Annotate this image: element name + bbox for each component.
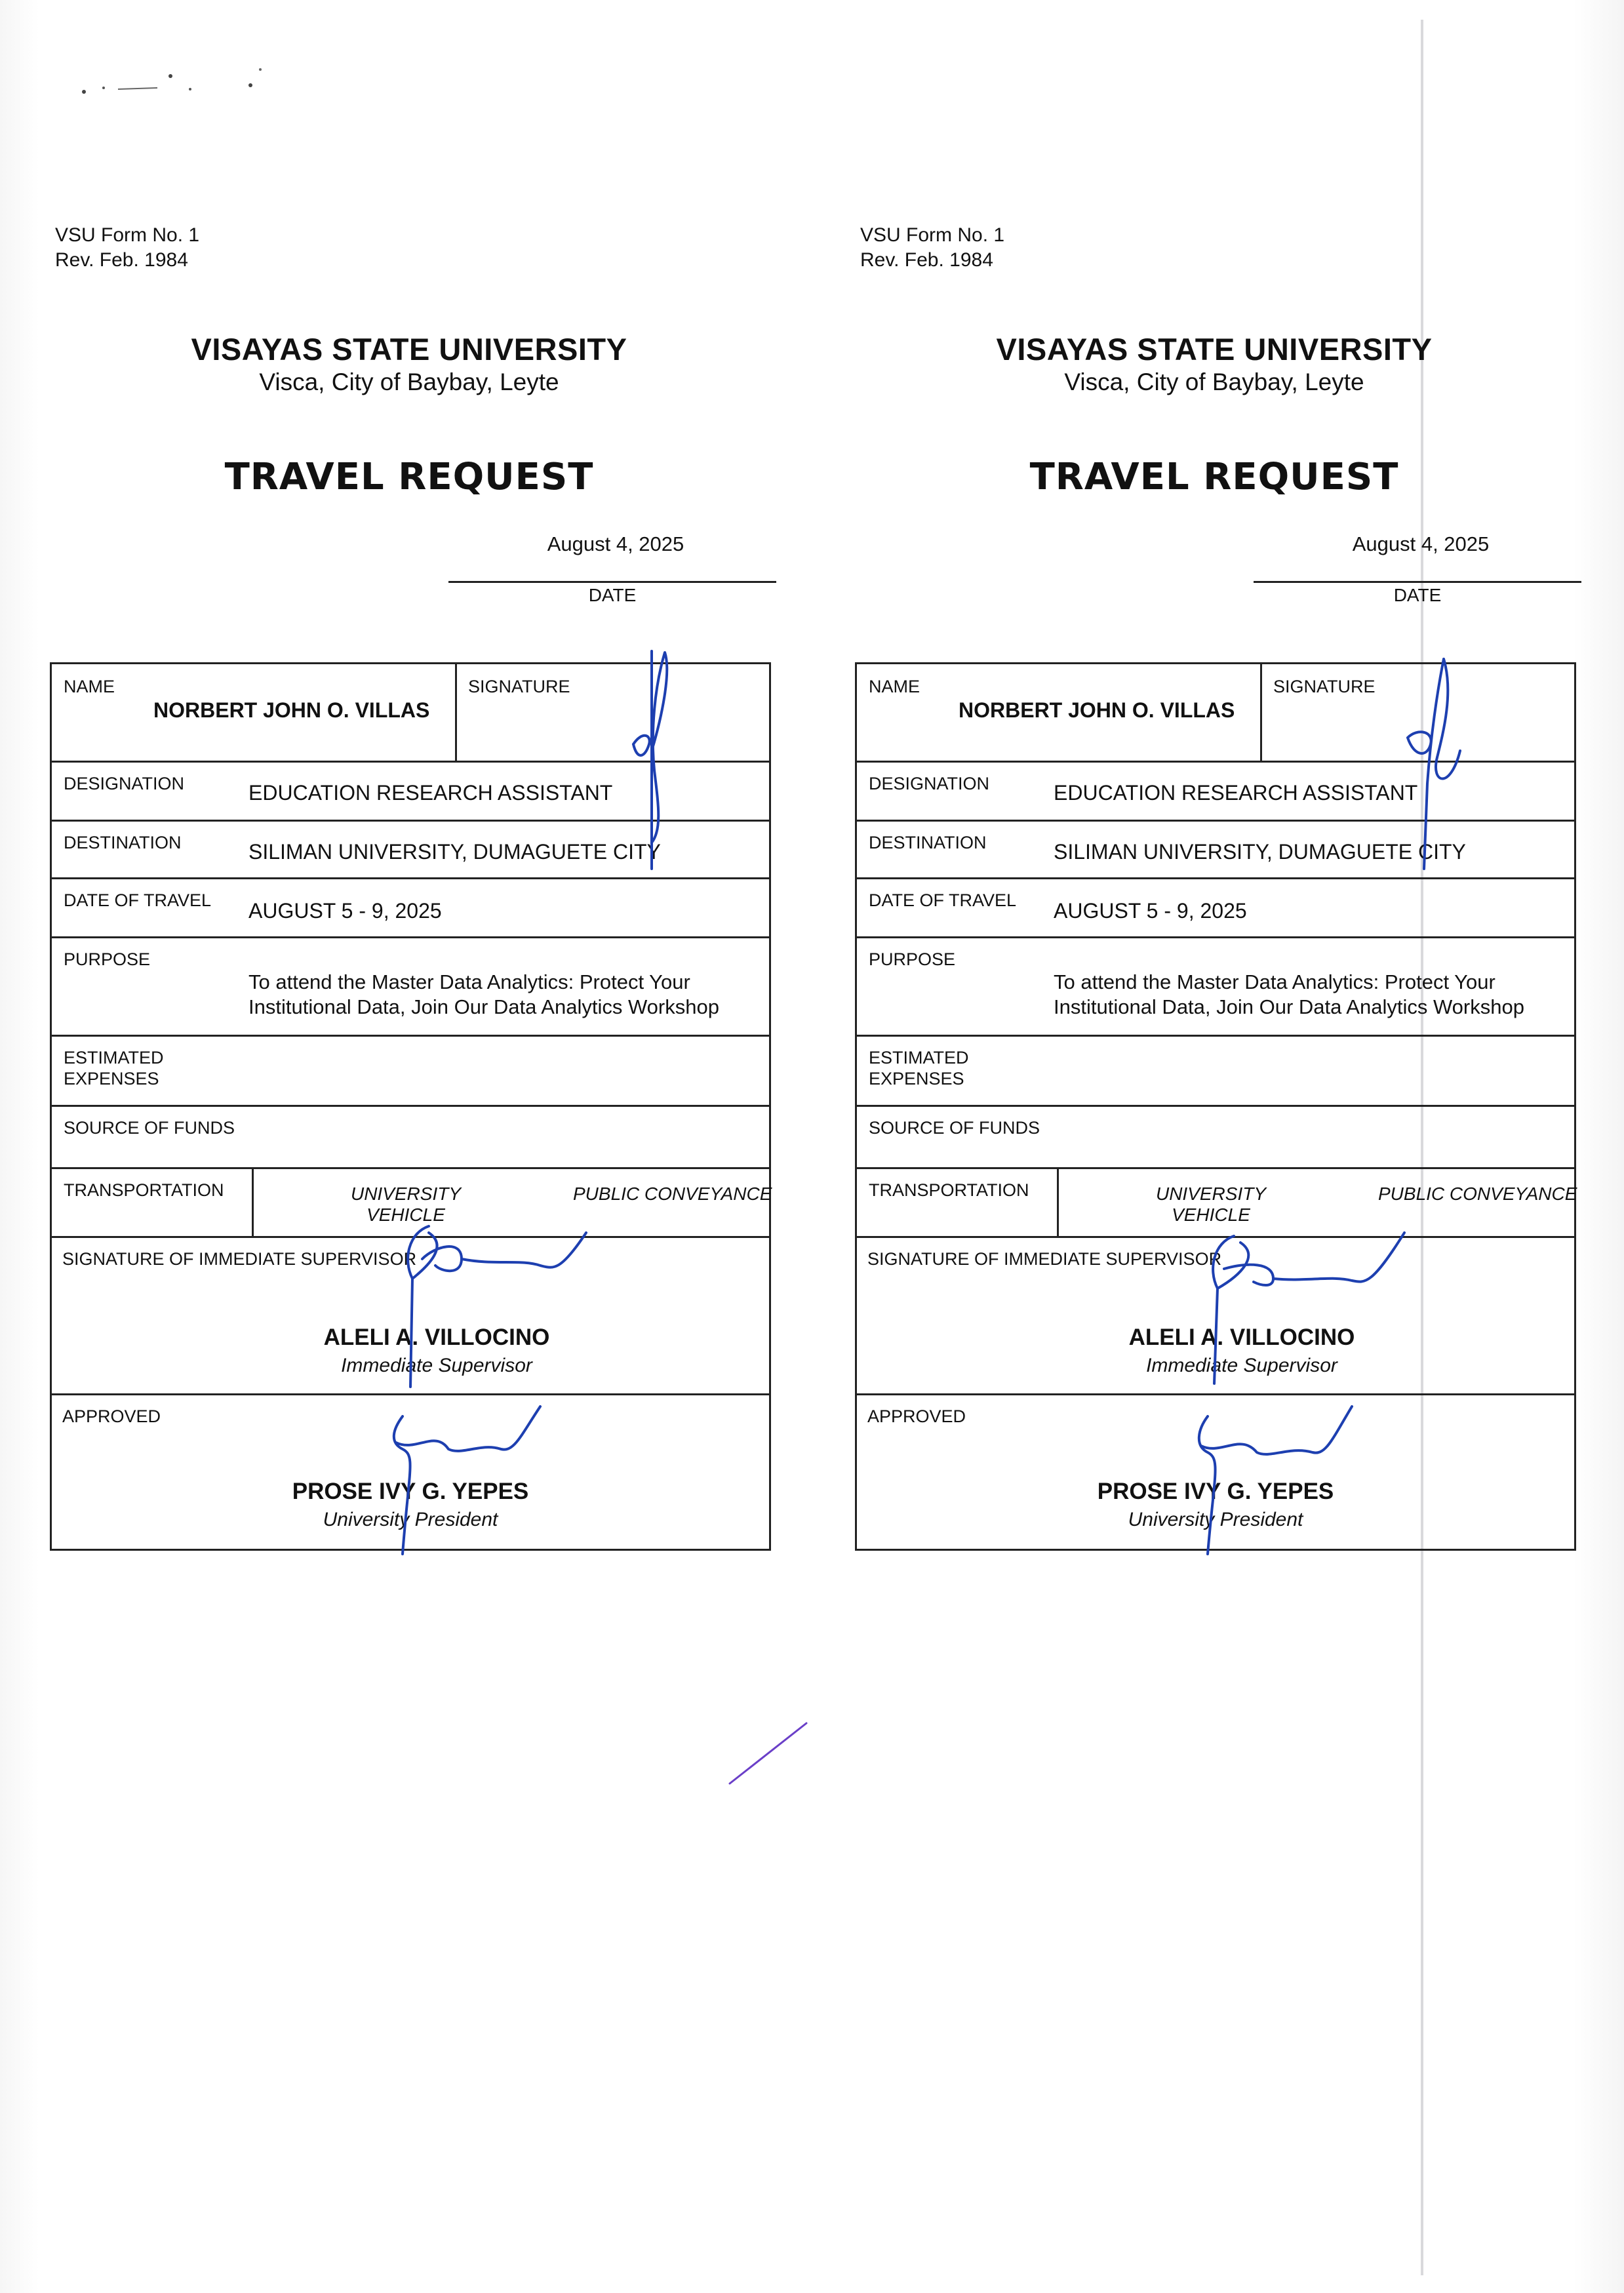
estimated-label-line-2: EXPENSES: [64, 1069, 159, 1088]
source-of-funds-label: SOURCE OF FUNDS: [869, 1118, 1040, 1138]
date-of-travel-row: [857, 877, 1574, 936]
date-of-travel-label: DATE OF TRAVEL: [869, 890, 1017, 910]
president-signature: [1155, 1403, 1391, 1561]
form-number-block: [860, 223, 1004, 273]
date-line: [1254, 581, 1581, 583]
purpose-value: [1054, 970, 1524, 1020]
destination-value: SILIMAN UNIVERSITY, DUMAGUETE CITY: [248, 840, 661, 864]
stray-pen-mark: [724, 1718, 810, 1790]
supervisor-name: ALELI A. VILLOCINO: [1128, 1325, 1355, 1350]
supervisor-signature: [363, 1220, 612, 1390]
name-signature-divider: [1260, 664, 1262, 761]
date-of-travel-value: AUGUST 5 - 9, 2025: [1054, 899, 1247, 923]
estimated-expenses-row: [857, 1035, 1574, 1105]
president-title: University President: [323, 1509, 498, 1530]
president-signature: [357, 1403, 566, 1561]
purpose-label: PURPOSE: [869, 949, 956, 969]
name-label: NAME: [64, 677, 115, 696]
supervisor-title: Immediate Supervisor: [341, 1355, 532, 1376]
traveler-name: NORBERT JOHN O. VILLAS: [959, 698, 1235, 722]
form-number: VSU Form No. 1: [860, 224, 1005, 246]
form-number: VSU Form No. 1: [55, 224, 200, 246]
date-of-travel-row: [52, 877, 769, 936]
estimated-expenses-label: [64, 1047, 164, 1089]
transportation-label: TRANSPORTATION: [64, 1180, 224, 1200]
designation-value: EDUCATION RESEARCH ASSISTANT: [1054, 781, 1418, 805]
designation-label: DESIGNATION: [64, 774, 185, 793]
date-of-travel-label: DATE OF TRAVEL: [64, 890, 212, 910]
approved-label: APPROVED: [62, 1406, 161, 1426]
estimated-label-line-2: EXPENSES: [869, 1069, 964, 1088]
purpose-line-2: Institutional Data, Join Our Data Analytics Workshop: [248, 995, 719, 1018]
supervisor-title: Immediate Supervisor: [1146, 1355, 1337, 1376]
approved-label: APPROVED: [867, 1406, 966, 1426]
transportation-divider: [252, 1169, 254, 1236]
signature-label: SIGNATURE: [468, 677, 570, 696]
date-label: DATE: [588, 585, 637, 605]
designation-label: DESIGNATION: [869, 774, 990, 793]
purpose-value: [248, 970, 719, 1020]
date-line: [448, 581, 776, 583]
date-label: DATE: [1393, 585, 1442, 605]
name-signature-divider: [455, 664, 457, 761]
purpose-row: [857, 936, 1574, 1035]
supervisor-signature-label: SIGNATURE OF IMMEDIATE SUPERVISOR: [867, 1249, 1222, 1269]
supervisor-signature-label: SIGNATURE OF IMMEDIATE SUPERVISOR: [62, 1249, 417, 1269]
estimated-label-line-1: ESTIMATED: [869, 1048, 969, 1067]
university-name: VISAYAS STATE UNIVERSITY: [191, 332, 627, 367]
estimated-label-line-1: ESTIMATED: [64, 1048, 164, 1067]
purpose-label: PURPOSE: [64, 949, 151, 969]
president-name: PROSE IVY G. YEPES: [292, 1479, 529, 1504]
transport-option-university-vehicle: [1139, 1184, 1283, 1226]
university-address: Visca, City of Baybay, Leyte: [1064, 369, 1364, 395]
transport-option-public-conveyance: PUBLIC CONVEYANCE: [1378, 1184, 1577, 1204]
estimated-expenses-row: [52, 1035, 769, 1105]
supervisor-signature: [1162, 1223, 1424, 1387]
source-of-funds-row: [857, 1105, 1574, 1167]
form-number-block: [55, 223, 199, 273]
traveler-signature: [1398, 652, 1470, 875]
purpose-line-1: To attend the Master Data Analytics: Protect Your: [248, 970, 690, 993]
transport-option-1-line-2: VEHICLE: [1172, 1205, 1250, 1225]
estimated-expenses-label: [869, 1047, 969, 1089]
transport-option-1-line-1: UNIVERSITY: [1155, 1184, 1267, 1204]
president-name: PROSE IVY G. YEPES: [1097, 1479, 1334, 1504]
source-of-funds-label: SOURCE OF FUNDS: [64, 1118, 235, 1138]
transportation-divider: [1057, 1169, 1059, 1236]
transport-option-public-conveyance: PUBLIC CONVEYANCE: [573, 1184, 772, 1204]
designation-value: EDUCATION RESEARCH ASSISTANT: [248, 781, 613, 805]
transport-option-1-line-2: VEHICLE: [366, 1205, 445, 1225]
form-revision: Rev. Feb. 1984: [860, 249, 993, 271]
transport-option-1-line-1: UNIVERSITY: [350, 1184, 462, 1204]
form-revision: Rev. Feb. 1984: [55, 249, 188, 271]
traveler-name: NORBERT JOHN O. VILLAS: [153, 698, 430, 722]
travel-request-form-right: [847, 0, 1581, 1574]
supervisor-name: ALELI A. VILLOCINO: [323, 1325, 550, 1350]
destination-label: DESTINATION: [64, 833, 182, 852]
transportation-label: TRANSPORTATION: [869, 1180, 1029, 1200]
president-title: University President: [1128, 1509, 1303, 1530]
university-name: VISAYAS STATE UNIVERSITY: [996, 332, 1433, 367]
traveler-signature: [625, 646, 678, 875]
university-address: Visca, City of Baybay, Leyte: [259, 369, 559, 395]
date-value: August 4, 2025: [547, 532, 684, 555]
destination-label: DESTINATION: [869, 833, 987, 852]
form-title: TRAVEL REQUEST: [1029, 456, 1399, 498]
source-of-funds-row: [52, 1105, 769, 1167]
travel-request-form-left: [42, 0, 776, 1574]
purpose-line-2: Institutional Data, Join Our Data Analytics Workshop: [1054, 995, 1524, 1018]
purpose-line-1: To attend the Master Data Analytics: Protect Your: [1054, 970, 1495, 993]
date-of-travel-value: AUGUST 5 - 9, 2025: [248, 899, 442, 923]
name-label: NAME: [869, 677, 921, 696]
form-title: TRAVEL REQUEST: [224, 456, 594, 498]
signature-label: SIGNATURE: [1273, 677, 1376, 696]
destination-value: SILIMAN UNIVERSITY, DUMAGUETE CITY: [1054, 840, 1466, 864]
date-value: August 4, 2025: [1352, 532, 1490, 555]
purpose-row: [52, 936, 769, 1035]
